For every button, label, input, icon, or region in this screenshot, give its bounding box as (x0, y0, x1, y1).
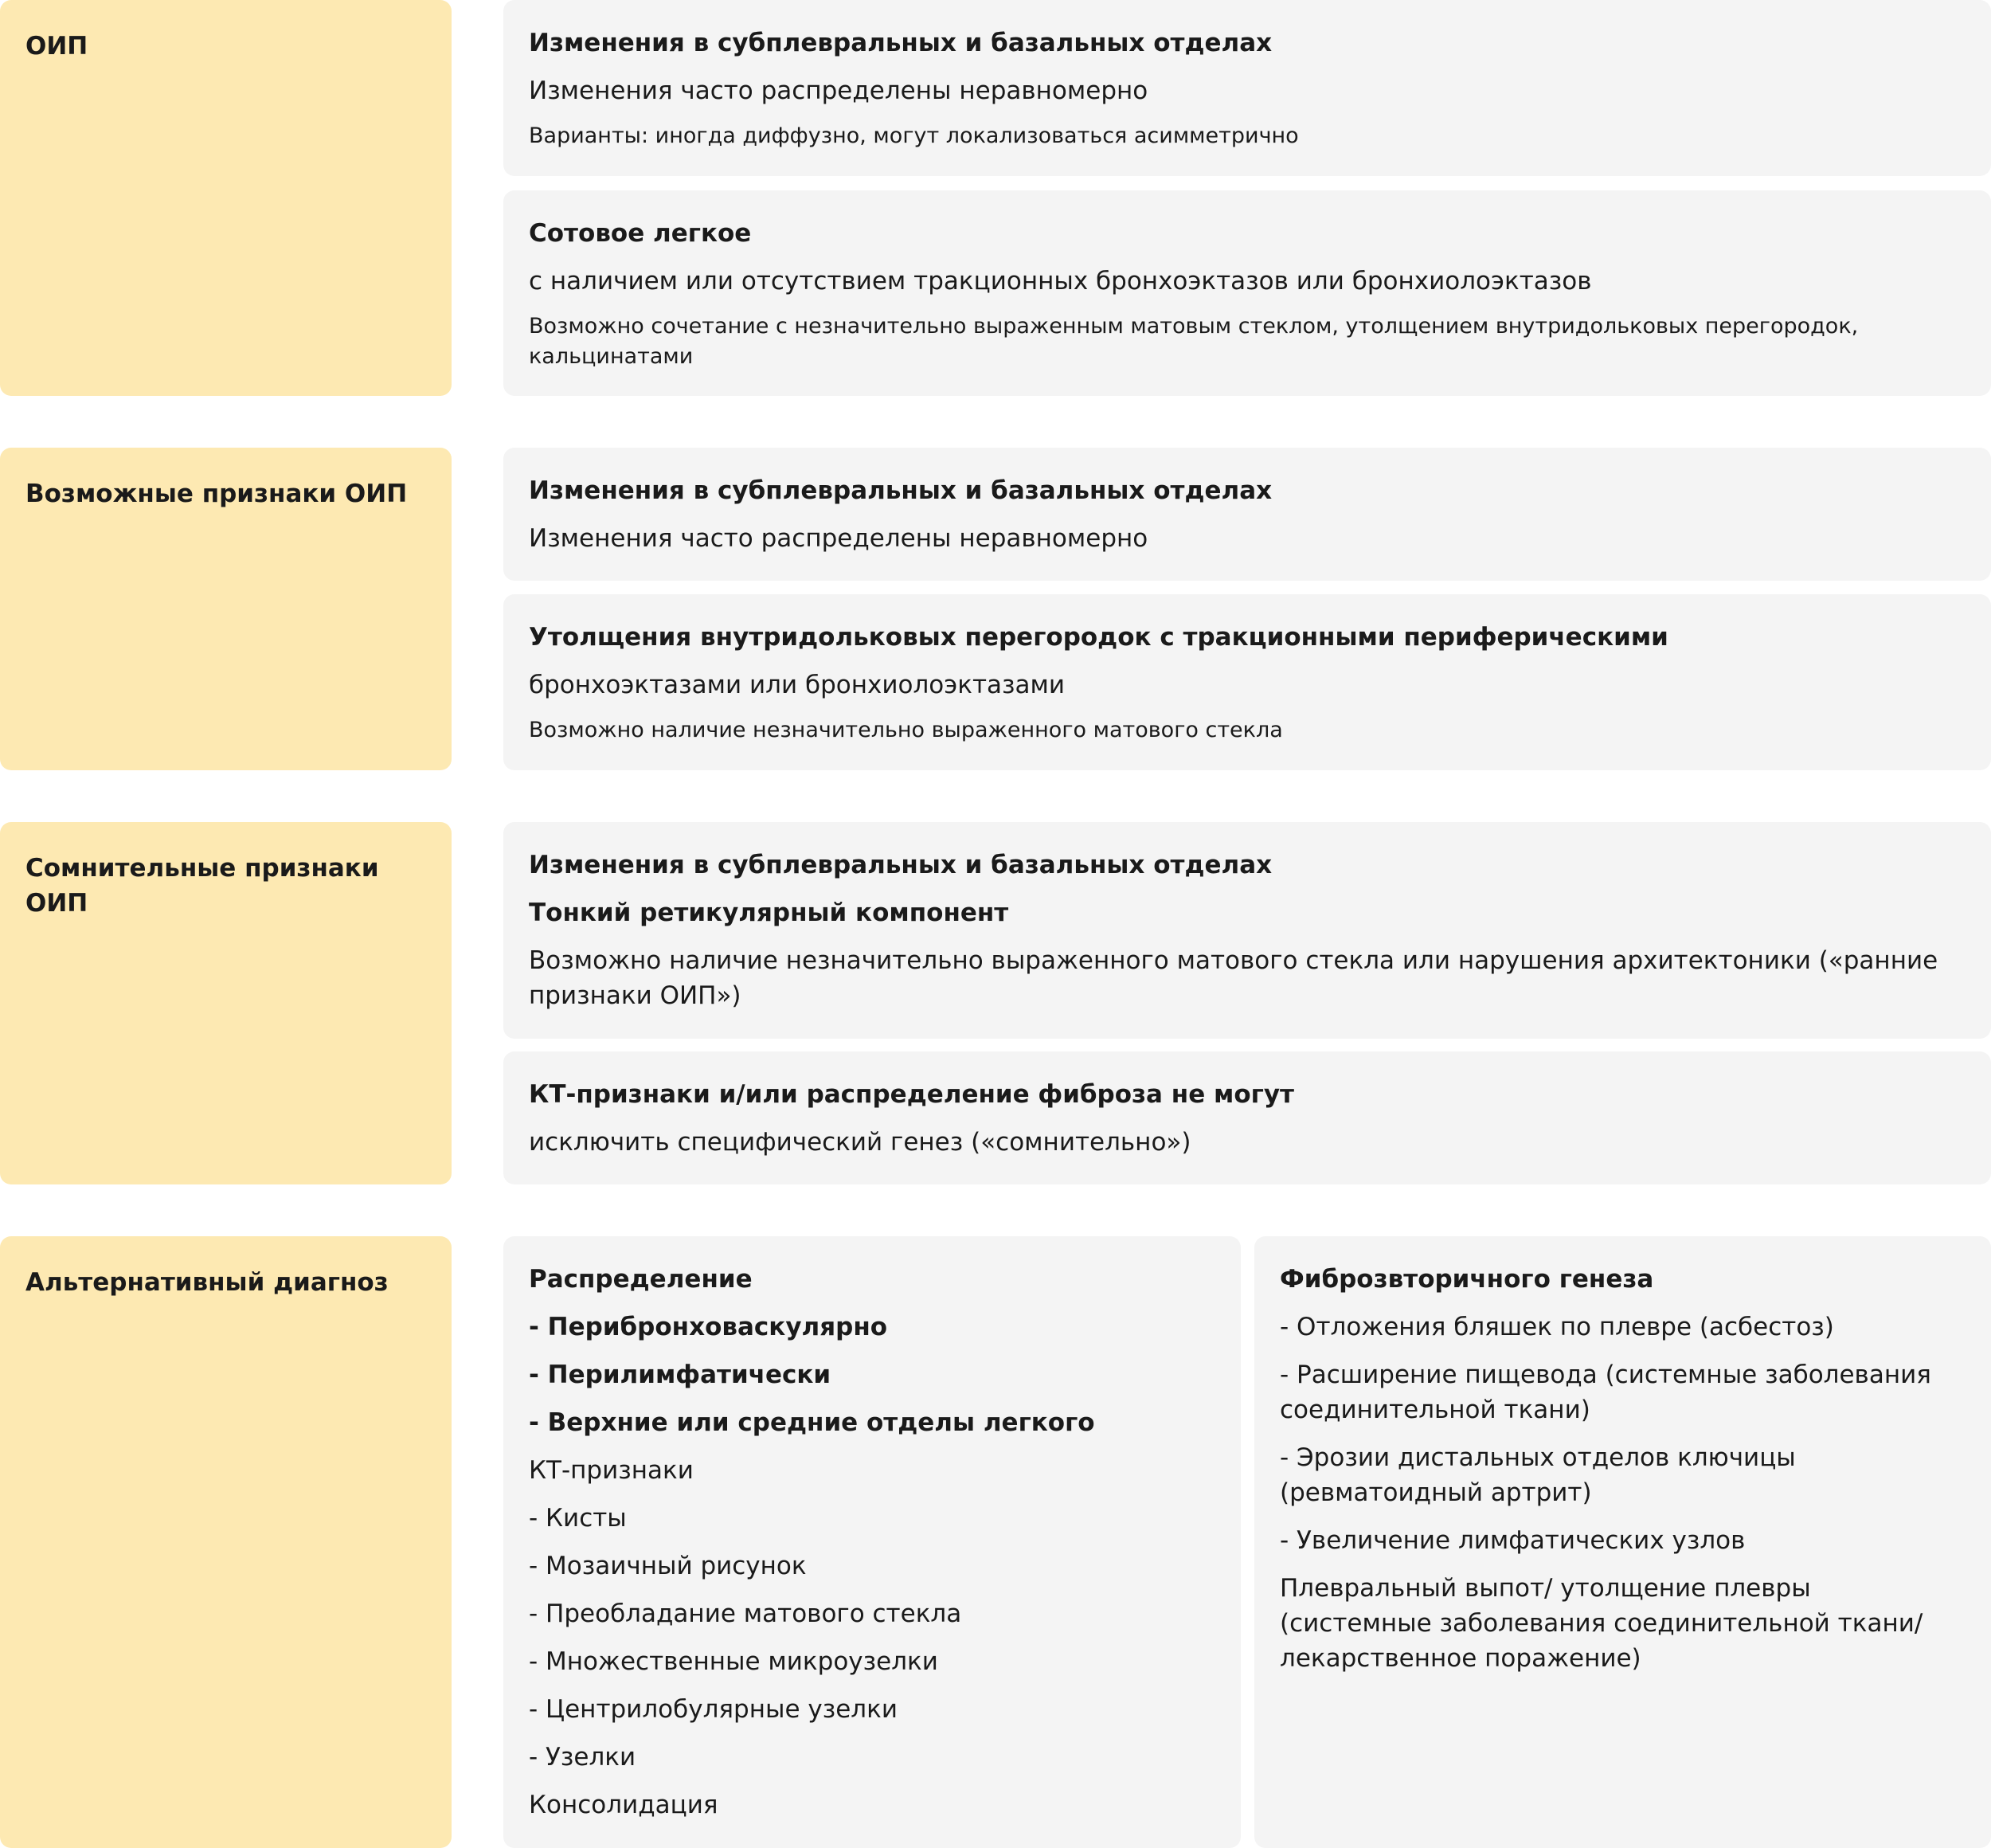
list-item: - Множественные микроузелки (529, 1647, 938, 1676)
card-note: Возможно сочетание с незначительно выраженным матовым стеклом, утолщением внутридольковых перегородок, кальцинатами (529, 314, 1859, 369)
list-item: - Мозаичный рисунок (529, 1552, 807, 1580)
card-subtitle: Тонкий ретикулярный компонент (529, 899, 1009, 927)
card-text: бронхоэктазами или бронхиолоэктазами (529, 671, 1066, 699)
list-item: - Расширение пищевода (системные заболевания соединительной ткани) (1280, 1361, 1931, 1424)
section-label-box-4 (0, 1236, 452, 1848)
info-card (503, 0, 1991, 176)
info-card (503, 448, 1991, 581)
section-label: ОИП (25, 32, 88, 61)
card-title: Фиброзвторичного генеза (1280, 1265, 1654, 1294)
card-text: Возможно наличие незначительно выраженного матового стекла или нарушения архитектоники («ранние признаки ОИП») (529, 946, 1938, 1010)
card-title: Изменения в субплевральных и базальных отделах (529, 29, 1273, 57)
section-label-box-3 (0, 822, 452, 1184)
section-label: Возможные признаки ОИП (25, 480, 408, 508)
list-item: - Перилимфатически (529, 1361, 831, 1389)
info-card-secondary-fibrosis (1254, 1236, 1991, 1848)
list-item: - Центрилобулярные узелки (529, 1695, 898, 1724)
section-label-box-1 (0, 0, 452, 396)
list-item: - Увеличение лимфатических узлов (1280, 1526, 1746, 1555)
card-text: с наличием или отсутствием тракционных бронхоэктазов или бронхиолоэктазов (529, 267, 1592, 296)
list-item: - Эрозии дистальных отделов ключицы (ревматоидный артрит) (1280, 1443, 1796, 1507)
section-label: Альтернативный диагноз (25, 1268, 389, 1297)
card-title: Изменения в субплевральных и базальных отделах (529, 851, 1273, 879)
card-title: Изменения в субплевральных и базальных отделах (529, 476, 1273, 505)
card-title: КТ-признаки и/или распределение фиброза не могут (529, 1080, 1295, 1109)
list-item: - Преобладание матового стекла (529, 1599, 962, 1628)
info-card (503, 1051, 1991, 1184)
card-text: Изменения часто распределены неравномерно (529, 524, 1148, 553)
section-label-box-2 (0, 448, 452, 770)
card-text: исключить специфический генез («сомнительно») (529, 1128, 1191, 1157)
list-item: - Отложения бляшек по плевре (асбестоз) (1280, 1313, 1834, 1341)
card-text: Изменения часто распределены неравномерно (529, 76, 1148, 105)
info-card-distribution (503, 1236, 1241, 1848)
card-title: Сотовое легкое (529, 219, 752, 248)
list-item: Консолидация (529, 1791, 718, 1819)
card-note: Возможно наличие незначительно выраженного матового стекла (529, 718, 1283, 742)
card-title: Распределение (529, 1265, 753, 1294)
info-card (503, 190, 1991, 396)
list-item: - Кисты (529, 1504, 627, 1533)
list-item: - Верхние или средние отделы легкого (529, 1408, 1095, 1437)
list-subheading: КТ-признаки (529, 1456, 694, 1485)
info-card (503, 822, 1991, 1039)
list-item: - Перибронховаскулярно (529, 1313, 888, 1341)
card-title: Утолщения внутридольковых перегородок с тракционными периферическими (529, 623, 1668, 652)
section-label: Сомнительные признаки ОИП (25, 854, 379, 918)
card-note: Варианты: иногда диффузно, могут локализоваться асимметрично (529, 123, 1299, 148)
list-item: Плевральный выпот/ утолщение плевры (системные заболевания соединительной ткани/ лекарственное поражение) (1280, 1574, 1923, 1673)
list-item: - Узелки (529, 1743, 636, 1772)
info-card (503, 594, 1991, 770)
